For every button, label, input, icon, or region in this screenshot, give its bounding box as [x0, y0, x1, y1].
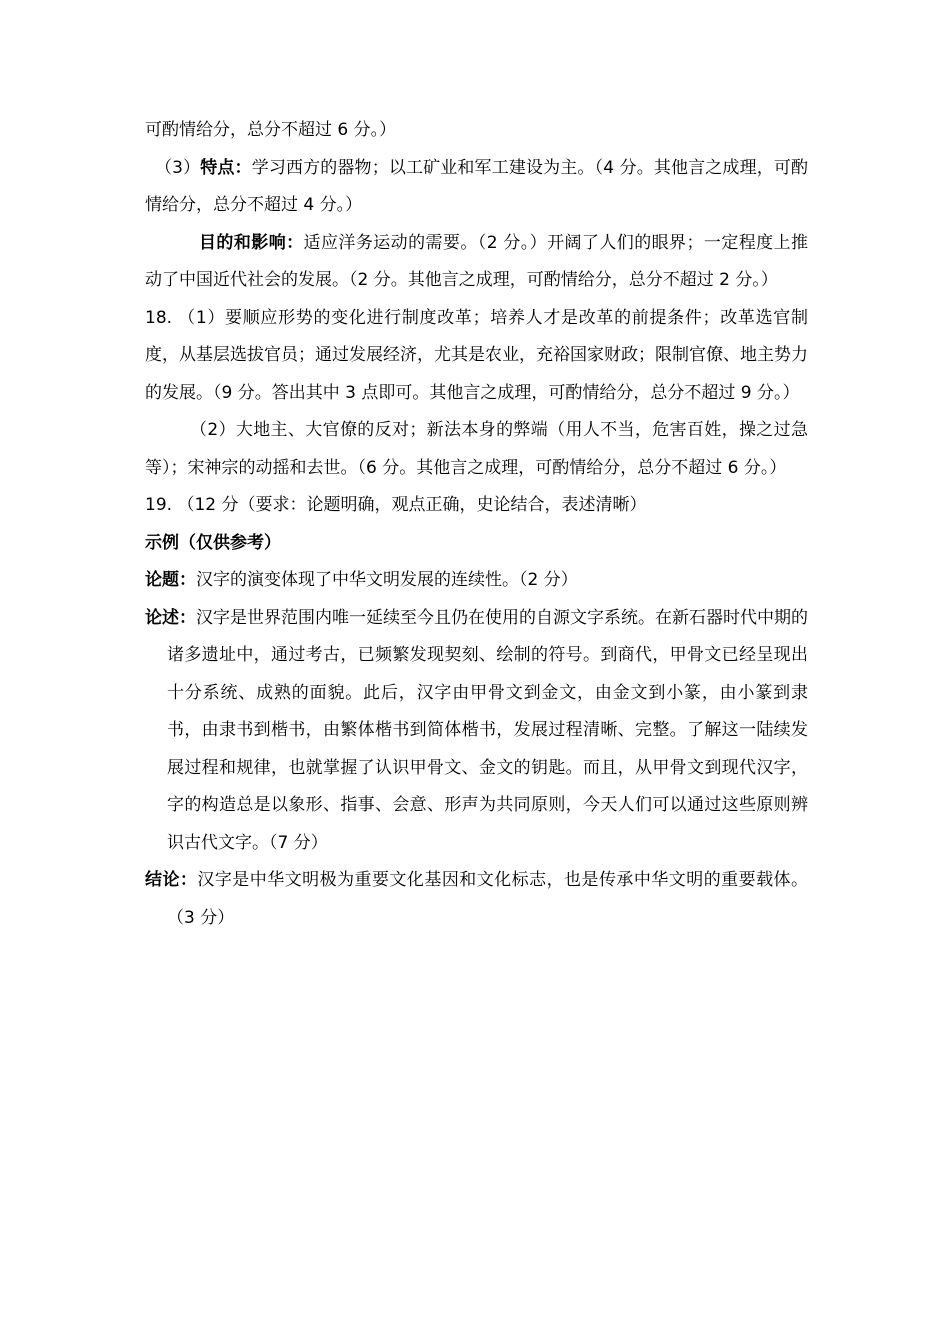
q17-3-prefix: （3）	[155, 157, 201, 178]
conclusion-label: 结论：	[145, 870, 198, 890]
paragraph-purpose-impact	[145, 225, 808, 300]
argument-label: 论述：	[145, 607, 196, 628]
purpose-impact-text: 适应洋务运动的需要。（2 分。）开阔了人们的眼界；一定程度上推动了中国近代社会的发展。（2 分。其他言之成理，可酌情给分，总分不超过 2 分。）	[145, 232, 809, 290]
paragraph-argument	[145, 600, 808, 863]
paragraph-topic	[145, 562, 808, 600]
answer-text-block	[145, 112, 808, 937]
conclusion-text: 汉字是中华文明极为重要文化基因和文化标志，也是传承中华文明的重要载体。（3 分）	[167, 870, 809, 928]
paragraph-conclusion	[145, 862, 808, 937]
argument-text: 汉字是世界范围内唯一延续至今且仍在使用的自源文字系统。在新石器时代中期的诸多遗址中，通过考古，已频繁发现契刻、绘制的符号。到商代，甲骨文已经呈现出十分系统、成熟的面貌。此后，汉字由甲骨文到金文，由金文到小篆，由小篆到隶书，由隶书到楷书，由繁体楷书到简体楷书，发展过程清晰、完整。了解这一陆续发展过程和规律，也就掌握了认识甲骨文、金文的钥匙。而且，从甲骨文到现代汉字，字的构造总是以象形、指事、会意、形声为共同原则，今天人们可以通过这些原则辨识古代文字。（7 分）	[167, 607, 808, 853]
paragraph-q18-2: （2）大地主、大官僚的反对；新法本身的弊端（用人不当，危害百姓，操之过急等）；宋神宗的动摇和去世。（6 分。其他言之成理，可酌情给分，总分不超过 6 分。）	[145, 420, 808, 478]
topic-label: 论题：	[145, 570, 196, 590]
purpose-impact-label: 目的和影响：	[199, 232, 304, 253]
example-heading: 示例（仅供参考）	[145, 532, 281, 553]
features-label: 特点：	[200, 157, 252, 178]
paragraph-q19-header: 19. （12 分（要求：论题明确，观点正确，史论结合，表述清晰）	[145, 495, 647, 515]
paragraph-continuation: 可酌情给分，总分不超过 6 分。）	[145, 120, 397, 140]
paragraph-q18-1: 18. （1）要顺应形势的变化进行制度改革；培养人才是改革的前提条件；改革选官制度，从基层选拔官员；通过发展经济，尤其是农业，充裕国家财政；限制官僚、地主势力的发展。（9 分。答出其中 3 点即可。其他言之成理，可酌情给分，总分不超过 9 分。）	[145, 307, 808, 403]
paragraph-q17-3-features	[145, 150, 808, 225]
topic-text: 汉字的演变体现了中华文明发展的连续性。（2 分）	[196, 570, 578, 590]
features-text: 学习西方的器物；以工矿业和军工建设为主。（4 分。其他言之成理，可酌情给分，总分不超过 4 分。）	[145, 157, 808, 215]
